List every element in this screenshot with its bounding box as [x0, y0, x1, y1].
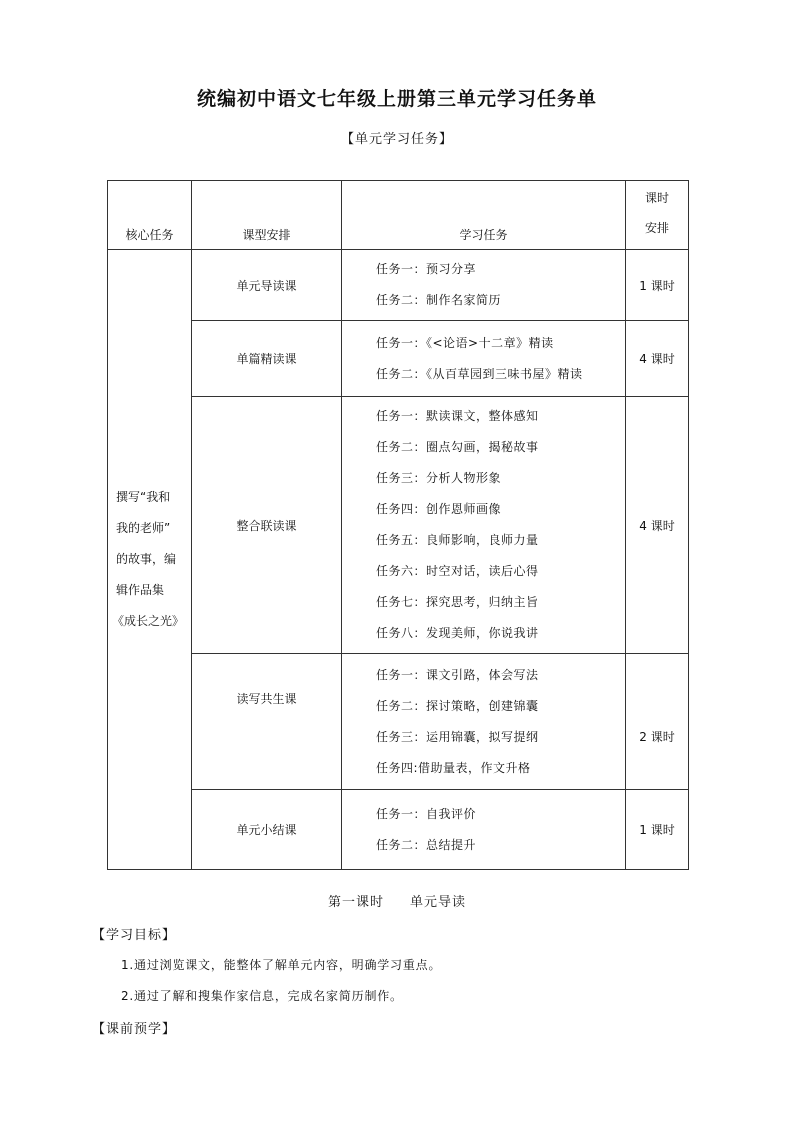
- task-item: 任务二：制作名家简历: [376, 293, 502, 307]
- table-header-row: [108, 181, 689, 250]
- task-item: 任务一：预习分享: [376, 262, 477, 276]
- unit-task-heading: 【单元学习任务】: [340, 132, 453, 147]
- objective-item: 2.通过了解和搜集作家信息，完成名家简历制作。: [121, 989, 403, 1003]
- lesson-type-cell: 单元小结课: [192, 790, 342, 870]
- task-list-cell: [342, 397, 626, 654]
- task-item: 任务三：运用锦囊，拟写提纲: [376, 729, 539, 744]
- task-item: 任务一：自我评价: [376, 806, 477, 821]
- table-row: [108, 321, 689, 397]
- task-item: 任务五：良师影响，良师力量: [376, 533, 539, 547]
- lesson-topic: 单元导读: [410, 895, 467, 910]
- header-class-hours-line1: 课时: [644, 191, 669, 205]
- task-list-cell: [342, 250, 626, 321]
- learning-objectives-label: 【学习目标】: [92, 928, 177, 943]
- task-item: 任务七：探究思考，归纳主旨: [376, 595, 539, 609]
- table-row: [108, 654, 689, 790]
- task-item: 任务二：探讨策略，创建锦囊: [376, 698, 539, 713]
- task-item: 任务八：发现美师，你说我讲: [376, 626, 539, 640]
- table-row: [108, 397, 689, 654]
- task-list-cell: [342, 321, 626, 397]
- lesson-period: 第一课时: [327, 895, 384, 910]
- task-list-cell: [342, 654, 626, 790]
- task-item: 任务一：《<论语>十二章》精读: [376, 335, 554, 350]
- task-item: 任务六：时空对话，读后心得: [376, 564, 539, 578]
- class-hours-cell: 4 课时: [626, 321, 689, 397]
- task-item: 任务四:借助量表，作文升格: [376, 760, 531, 775]
- core-task-line: 我的老师”: [116, 521, 171, 535]
- class-hours-cell: 4 课时: [626, 397, 689, 654]
- header-core-task: 核心任务: [108, 181, 192, 250]
- lesson-type-cell: 单篇精读课: [192, 321, 342, 397]
- lesson-type-cell: 单元导读课: [192, 250, 342, 321]
- task-item: 任务一：默读课文，整体感知: [376, 409, 539, 423]
- lesson-section-title: [0, 891, 794, 910]
- lesson-type-cell: 整合联读课: [192, 397, 342, 654]
- table-row: [108, 250, 689, 321]
- task-item: 任务二：圈点勾画，揭秘故事: [376, 440, 539, 454]
- task-list-cell: [342, 790, 626, 870]
- objective-item: 1.通过浏览课文，能整体了解单元内容，明确学习重点。: [121, 958, 442, 972]
- core-task-line: 的故事，编: [116, 552, 177, 566]
- header-class-hours: [626, 181, 689, 250]
- pre-class-study-label: 【课前预学】: [92, 1022, 177, 1037]
- class-hours-cell: 1 课时: [626, 250, 689, 321]
- table-row: [108, 790, 689, 870]
- header-class-hours-line2: 安排: [644, 221, 669, 235]
- class-hours-cell: 2 课时: [626, 654, 689, 790]
- core-task-line: 撰写“我和: [116, 490, 171, 504]
- document-title: 统编初中语文七年级上册第三单元学习任务单: [196, 88, 597, 110]
- header-learning-tasks: 学习任务: [342, 181, 626, 250]
- task-item: 任务一：课文引路，体会写法: [376, 667, 539, 682]
- lesson-type-cell: 读写共生课: [192, 654, 342, 790]
- task-item: 任务三：分析人物形象: [376, 471, 502, 485]
- header-lesson-type: 课型安排: [192, 181, 342, 250]
- core-task-cell: [108, 250, 192, 870]
- class-hours-cell: 1 课时: [626, 790, 689, 870]
- task-item: 任务二：总结提升: [376, 837, 477, 852]
- task-item: 任务二：《从百草园到三味书屋》精读: [376, 366, 583, 381]
- task-item: 任务四：创作恩师画像: [376, 502, 502, 516]
- core-task-line: 辑作品集: [116, 583, 165, 597]
- unit-task-table: [107, 180, 689, 870]
- core-task-line: 《成长之光》: [112, 614, 185, 628]
